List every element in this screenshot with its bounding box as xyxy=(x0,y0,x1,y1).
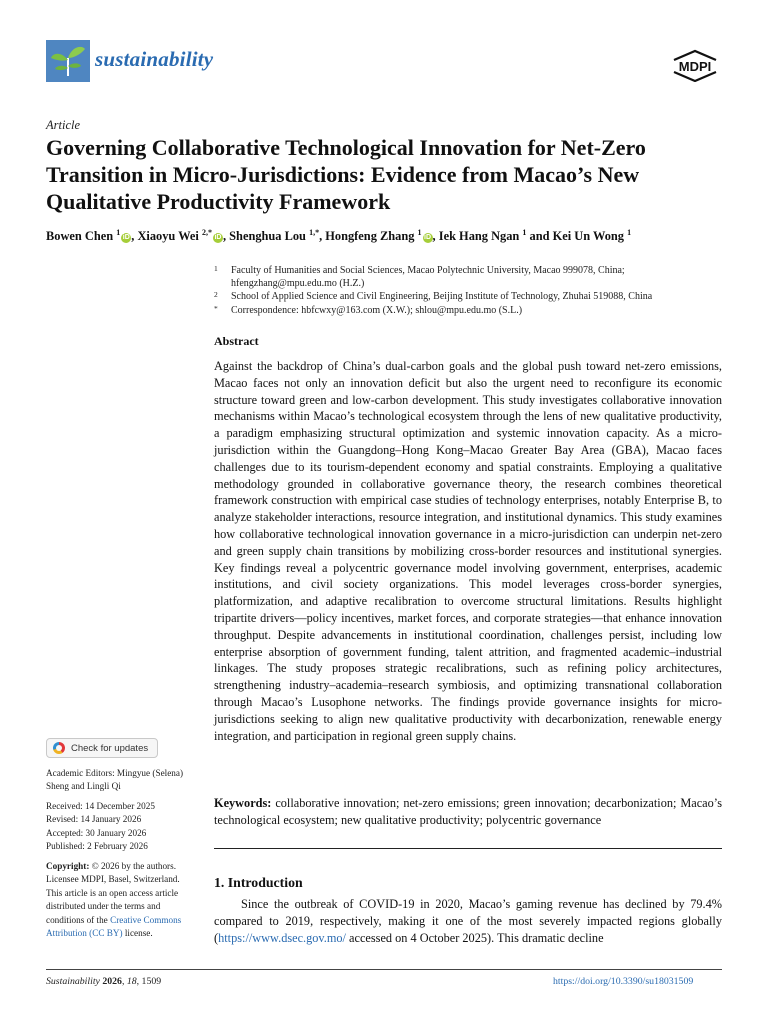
author-affil-mark: 1 xyxy=(627,228,632,237)
footer-year: 2026 xyxy=(102,976,122,987)
orcid-icon[interactable]: iD xyxy=(122,234,130,242)
mdpi-logo-text: MDPI xyxy=(678,59,712,74)
footer-citation: Sustainability 2026, 18, 1509 xyxy=(46,976,162,987)
article-title: Governing Collaborative Technological Innovation for Net-Zero Transition in Micro-Jurisdictions: Evidence from Macao’s New Qualitative Productivity Framework xyxy=(46,135,646,214)
author-list: Bowen Chen $^1$iD , Xiaoyu Wei $^{2,*}$iD , Shenghua Lou $^{1,*}$, Hongfeng Zhang $^1$iD , Iek Hang Ngan $^1$ and Kei Un Wong $^1$ xyxy=(46,228,632,244)
affiliation-mark: * xyxy=(214,303,218,313)
date-accepted: Accepted: 30 January 2026 xyxy=(46,827,147,838)
copyright-notice xyxy=(46,860,196,940)
author-affil-mark: 1 xyxy=(116,228,121,237)
author-name[interactable]: Kei Un Wong xyxy=(552,229,625,244)
crossmark-icon xyxy=(53,742,65,754)
cc-by-license-link[interactable]: Creative Commons Attribution (CC BY) xyxy=(46,914,182,939)
author-name[interactable]: Xiaoyu Wei xyxy=(137,229,199,244)
abstract-heading: Abstract xyxy=(214,334,259,348)
affiliation-text: Faculty of Humanities and Social Sciences, Macao Polytechnic University, Macao 999078, China; hfengzhang@mpu.edu.mo (H.Z.) xyxy=(231,265,625,290)
affiliation-text: Correspondence: hbfcwxy@163.com (X.W.); shlou@mpu.edu.mo (S.L.) xyxy=(231,304,523,316)
keywords-label: Keywords: xyxy=(214,796,272,810)
author-affil-mark: 1 xyxy=(417,228,422,237)
author-name[interactable]: Bowen Chen xyxy=(46,229,114,244)
copyright-text: © 2026 by the authors. Licensee MDPI, Basel, Switzerland. This article is an open access article distributed under the terms and conditions of the xyxy=(46,861,180,925)
affiliation-item xyxy=(214,290,724,303)
affiliation-mark: 2 xyxy=(214,290,218,300)
introduction-paragraph xyxy=(214,896,722,948)
footer-page: 1509 xyxy=(141,976,162,987)
keywords-text: collaborative innovation; net-zero emissions; green innovation; decarbonization; Macao’s technological ecosystem; new qualitative productivity; polycentric governance xyxy=(214,796,722,828)
date-published: Published: 2 February 2026 xyxy=(46,841,148,852)
keywords xyxy=(214,795,722,829)
intro-text-end: accessed on 4 October 2025). This dramatic decline xyxy=(345,931,604,946)
intro-text-start: Since the outbreak of COVID-19 in 2020, Macao’s gaming revenue has declined by 79.4% compared to 2019, respectively, making it one of the most severely impacted regions globally ( xyxy=(214,897,722,946)
check-for-updates-label: Check for updates xyxy=(71,742,149,754)
affiliation-item xyxy=(214,304,724,317)
author-affil-mark: 2,* xyxy=(201,228,212,237)
doi-link[interactable]: https://doi.org/10.3390/su18031509 xyxy=(553,976,694,987)
mdpi-logo[interactable] xyxy=(668,48,722,82)
academic-editors: Academic Editors: Mingyue (Selena) Sheng and Lingli Qi xyxy=(46,768,184,792)
author-affil-mark: 1 xyxy=(522,228,527,237)
article-type: Article xyxy=(46,118,81,132)
license-end: license. xyxy=(122,928,153,939)
abstract-text: Against the backdrop of China’s dual-carbon goals and the global push toward net-zero emissions, Macao faces not only an innovation deficit but also the urgent need to reconfigure its economic structure toward green and low-carbon development. This study investigates collaborative innovation mechanisms within Macao’s technological ecosystem through the lens of new qualitative productivity, a paradigm emphasizing structural optimization and systemic innovation capacity. As a micro-jurisdiction within the Guangdong–Hong Kong–Macao Greater Bay Area (GBA), Macao faces challenges due to its tourism-dependent economy and spatial constraints. Employing a qualitative methodology grounded in collaborative governance theory, the research combines theoretical framework construction with empirical case studies of technology enterprises, notably Enterprise B, to analyze stakeholder interactions, resource integration, and institutional dynamics. This study examines how collaborative technological innovation governance in a micro-jurisdiction can underpin net-zero and green supply chain transitions by mobilizing cross-border resources and institutional synergies. Key findings reveal a polycentric governance model involving government, enterprises, academic institutions, and civil society organizations. This model leverages cross-border synergies, platformization, and adaptive recalibration to overcome structural limitations. Results highlight tripartite drivers—policy incentives, market forces, and corporate strategies—that enhance innovation throughput. Despite advancements in institutional coordination, challenges persist, including low enterprise absorption of government funding, talent attrition, and fragmented academic–industrial linkages. The study proposes strategic recalibrations, such as refining policy architectures, strengthening industry–academia–research symbiosis, and optimizing transnational collaboration through Macao’s Lusophone networks. The findings provide governance insights for micro-jurisdictions seeking to align new qualitative productivity with decarbonization, renewable energy integration, and participation in regional green supply chains. xyxy=(214,359,722,743)
section-heading-introduction: 1. Introduction xyxy=(214,875,303,890)
footer-divider xyxy=(46,969,722,970)
journal-logo xyxy=(46,40,90,82)
author-name[interactable]: Shenghua Lou xyxy=(229,229,306,244)
footer-volume: 18 xyxy=(126,976,137,987)
orcid-icon[interactable]: iD xyxy=(214,234,222,242)
author-name[interactable]: Iek Hang Ngan xyxy=(438,229,520,244)
affiliation-item xyxy=(214,264,724,290)
publication-dates xyxy=(46,800,196,854)
orcid-icon[interactable]: iD xyxy=(424,234,432,242)
journal-name[interactable]: sustainability xyxy=(95,47,214,71)
dsec-link[interactable]: https://www.dsec.gov.mo/ xyxy=(218,931,346,946)
date-received: Received: 14 December 2025 xyxy=(46,801,155,811)
author-affil-mark: 1,* xyxy=(309,228,320,237)
author-name[interactable]: Hongfeng Zhang xyxy=(325,229,415,244)
section-divider xyxy=(214,848,722,849)
affiliations xyxy=(214,264,724,317)
footer-journal: Sustainability xyxy=(46,976,100,987)
affiliation-mark: 1 xyxy=(214,264,218,273)
copyright-label: Copyright: xyxy=(46,861,90,871)
date-revised: Revised: 14 January 2026 xyxy=(46,814,142,825)
check-for-updates-button[interactable] xyxy=(46,738,158,758)
authors-and: and xyxy=(529,229,550,244)
affiliation-text: School of Applied Science and Civil Engineering, Beijing Institute of Technology, Zhuhai 519088, China xyxy=(231,291,653,303)
